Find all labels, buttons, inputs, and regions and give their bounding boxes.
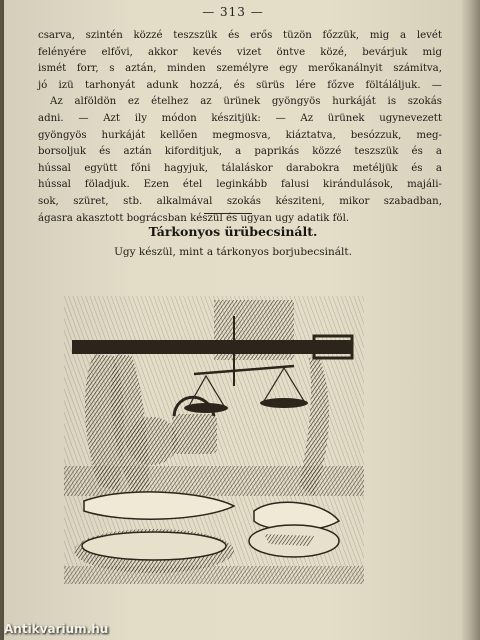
cabbage xyxy=(126,417,178,465)
body-line: ágasra akasztott bográcsban készül és ugyan ugy adatik föl. xyxy=(38,212,350,224)
body-line: felényére elfővi, akkor kevés vizet öntve közé, bevárjuk mig xyxy=(38,46,442,58)
body-line: Az alföldön ez ételhez az ürünek gyöngyös hurkáját is szokás xyxy=(50,96,442,108)
body-line: hússal föladjuk. Ezen étel leginkább falusi kirándulások, majáli- xyxy=(38,179,442,191)
butcher-shop-engraving xyxy=(64,296,364,584)
body-line: hússal együtt főni hagyjuk, tálaláskor darabokra metéljük és a xyxy=(38,162,442,174)
page-edge xyxy=(462,0,480,640)
basket xyxy=(172,414,217,454)
scale-pan-left xyxy=(184,403,228,413)
body-line: adni. — Azt ily módon készitjük: — Az ürünek ugynevezett xyxy=(38,112,442,124)
body-line: ismét forr, s aztán, minden személyre egy merőkanálnyit számitva, xyxy=(38,63,442,75)
scale-pan-right xyxy=(260,398,308,408)
counter xyxy=(64,466,364,496)
body-line: sok, szüret, stb. alkalmával szokás késziteni, mikor szabadban, xyxy=(38,195,442,207)
page-number: — 313 — xyxy=(202,5,264,19)
hanging-beam xyxy=(72,340,352,354)
section-title: Tárkonyos ürübecsinált. xyxy=(148,224,318,239)
body-line: gyöngyös hurkáját kellően megmosva, kiáztatva, besózzuk, meg- xyxy=(38,129,442,141)
section-subtitle: Ugy készül, mint a tárkonyos borjubecsinált. xyxy=(114,246,352,258)
body-line: jó izü tarhonyát adunk hozzá, és sürüs lére főzve föltáláljuk. — xyxy=(38,79,442,91)
body-line: csarva, szintén közzé teszszük és erős tüzön főzzük, mig a levét xyxy=(38,30,442,41)
body-text xyxy=(38,28,442,227)
body-line: borsoljuk és aztán kiforditjuk, a paprikás közzé teszszük és a xyxy=(38,146,442,158)
watermark-logo: Antikvarium.hu xyxy=(4,622,109,636)
section-divider xyxy=(204,213,252,214)
book-page xyxy=(4,0,462,640)
